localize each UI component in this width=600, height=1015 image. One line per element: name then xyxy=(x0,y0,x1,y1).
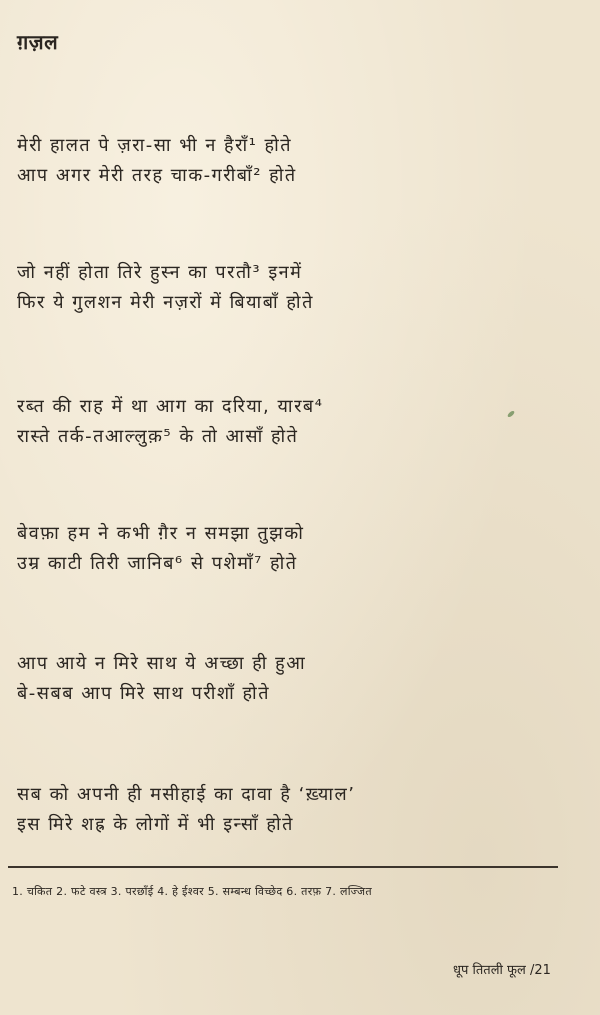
page-footer: धूप तितली फूल /21 xyxy=(453,963,551,978)
verse-line: सब को अपनी ही मसीहाई का दावा है ‘ख़्याल’ xyxy=(17,784,356,805)
verse-line: मेरी हालत पे ज़रा-सा भी न हैराँ¹ होते xyxy=(17,135,293,156)
verse-line: जो नहीं होता तिरे हुस्न का परतौ³ इनमें xyxy=(17,262,303,283)
verse-line: बेवफ़ा हम ने कभी ग़ैर न समझा तुझको xyxy=(17,523,305,544)
verse-line: इस मिरे शह्र के लोगों में भी इन्साँ होते xyxy=(17,814,294,835)
verse-line: रास्ते तर्क-तआल्लुक़⁵ के तो आसाँ होते xyxy=(17,426,299,447)
verse-line: उम्र काटी तिरी जानिब⁶ से पशेमाँ⁷ होते xyxy=(17,553,298,574)
footnotes: 1. चकित 2. फटे वस्त्र 3. परछाँई 4. हे ईश्वर 5. सम्बन्ध विच्छेद 6. तरफ़ 7. लज्जित xyxy=(12,885,372,898)
verse-line: बे-सबब आप मिरे साथ परीशाँ होते xyxy=(17,683,270,704)
stanza-5 xyxy=(17,649,306,709)
verse-line: रब्त की राह में था आग का दरिया, यारब⁴ xyxy=(17,396,324,417)
stanza-6 xyxy=(17,780,355,840)
stanza-2 xyxy=(17,258,314,318)
verse-line: आप आये न मिरे साथ ये अच्छा ही हुआ xyxy=(17,653,307,674)
stanza-4 xyxy=(17,519,304,579)
footnote-divider xyxy=(8,866,558,868)
stanza-1 xyxy=(17,131,297,191)
verse-line: आप अगर मेरी तरह चाक-गरीबाँ² होते xyxy=(17,165,297,186)
verse-line: फिर ये गुलशन मेरी नज़रों में बियाबाँ होते xyxy=(17,292,314,313)
stanza-3 xyxy=(17,392,323,452)
page-title: ग़ज़ल xyxy=(17,30,59,54)
ink-speck xyxy=(507,410,516,418)
